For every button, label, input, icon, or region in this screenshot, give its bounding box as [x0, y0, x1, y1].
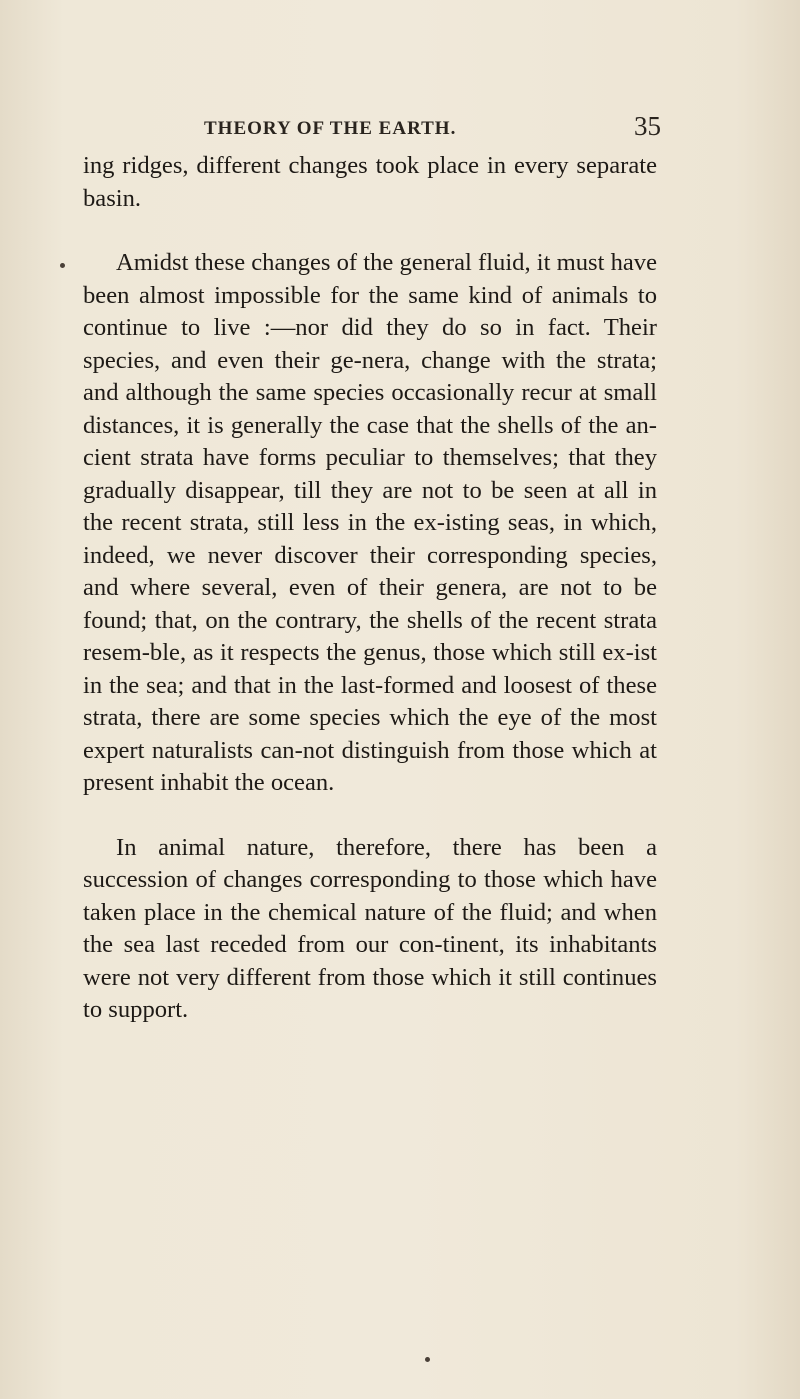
margin-speck — [60, 263, 65, 268]
margin-speck — [425, 1357, 430, 1362]
paragraph-3: In animal nature, therefore, there has been a succession of changes corresponding to those which have taken place in the chemical nature of the fluid; and when the sea last receded from our con-tinent, its inhabitants were not very different from those which it still continues to support. — [83, 833, 657, 1023]
paragraph-2: Amidst these changes of the general fluid, it must have been almost impossible for the same kind of animals to continue to live :—nor did they do so in fact. Their species, and even their ge-nera, change with the strata; and although the same species occasionally recur at small distances, it is generally the case that the shells of the an-cient strata have forms peculiar to themselves; that they gradually disappear, till they are not to be seen at all in the recent strata, still less in the ex-isting seas, in which, indeed, we never discover their corresponding species, and where several, even of their genera, are not to be found; that, on the contrary, the shells of the recent strata resem-ble, as it respects the genus, those which still ex-ist in the sea; and that in the last-formed and loosest of these strata, there are some species which the eye of the most expert naturalists can-not distinguish from those which at present inhabit the ocean. — [83, 249, 657, 796]
page-number: 35 — [634, 111, 661, 141]
paragraph-1: ing ridges, different changes took place in every separate basin. — [83, 152, 657, 212]
running-head: THEORY OF THE EARTH. — [204, 118, 457, 139]
body-text — [83, 150, 657, 1027]
